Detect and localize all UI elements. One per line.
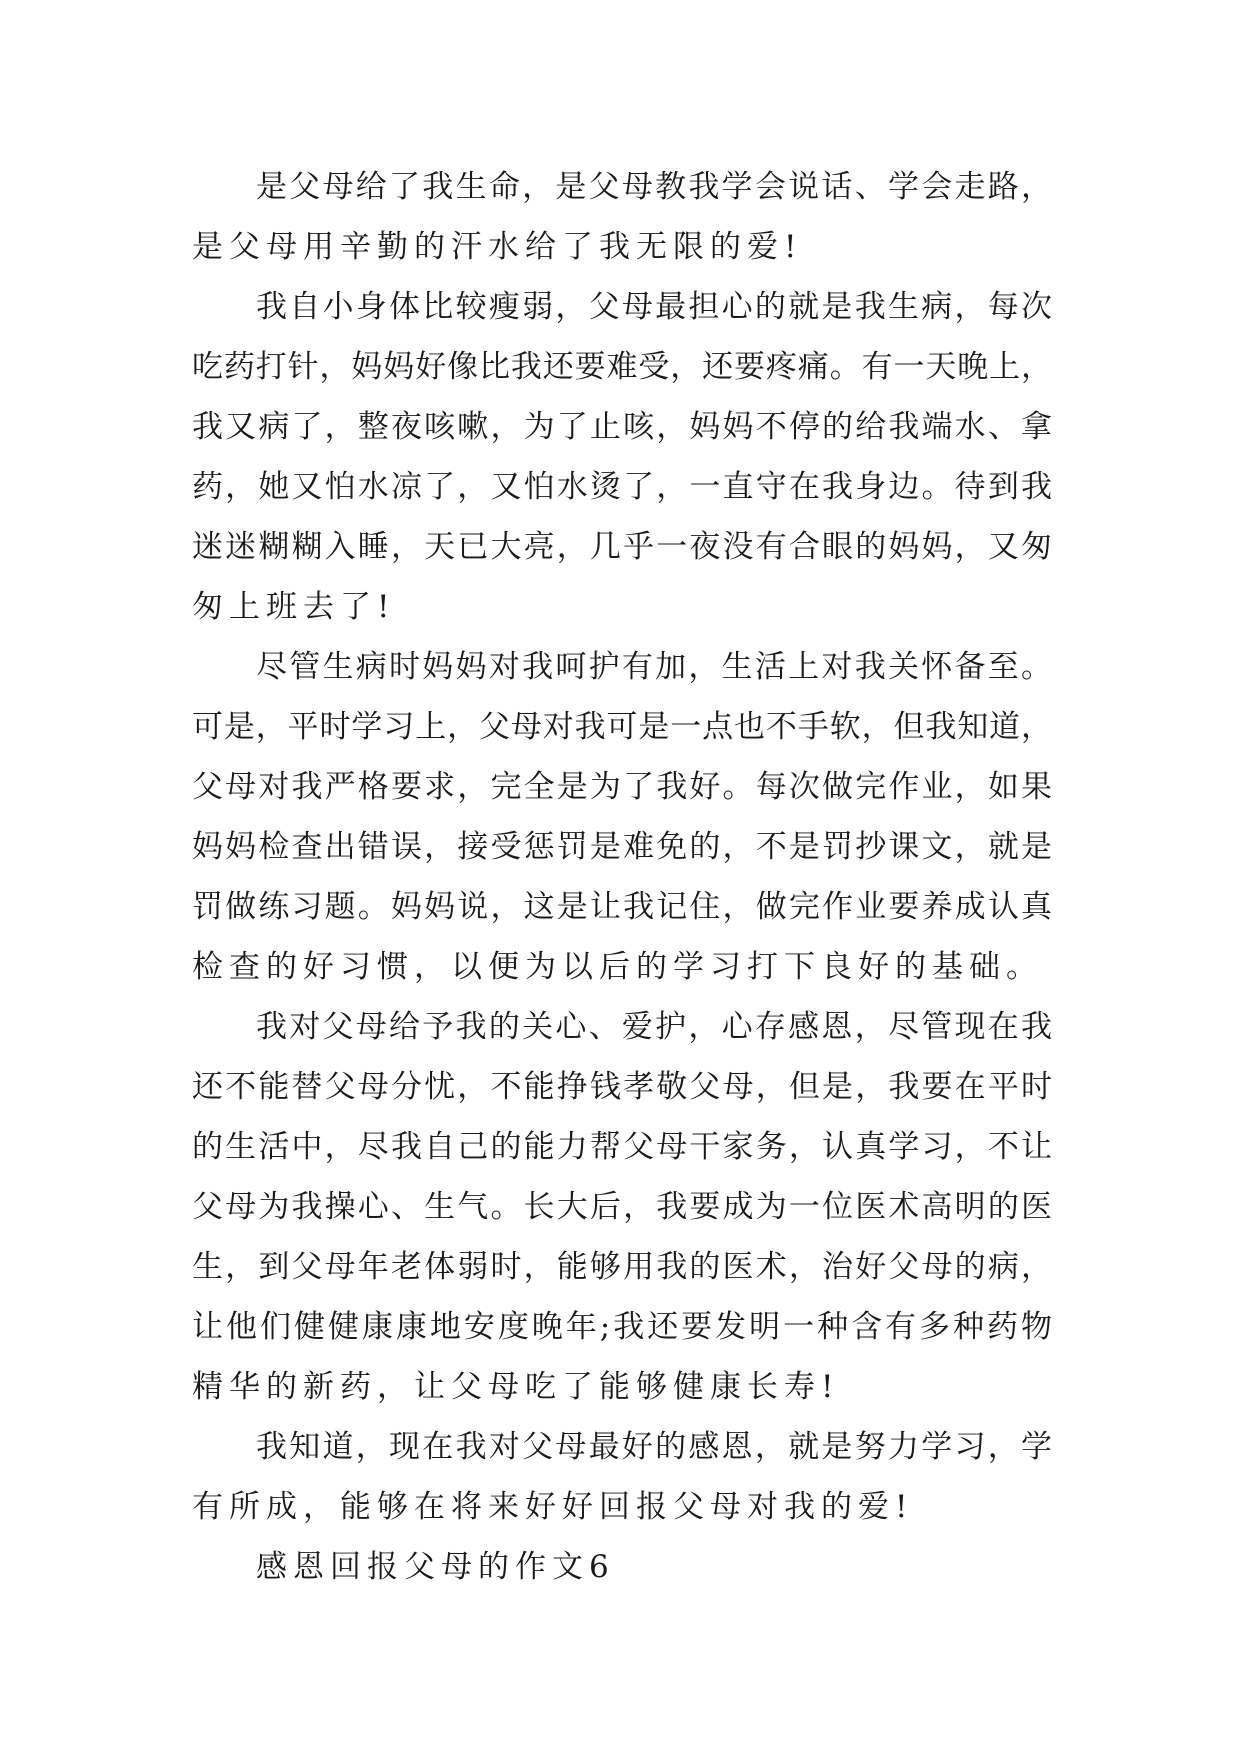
text-line: 尽管生病时妈妈对我呵护有加，生活上对我关怀备至。 (256, 649, 1052, 685)
section-heading: 感恩回报父母的作文6 (256, 1549, 615, 1585)
text-line: 精华的新药，让父母吃了能够健康长寿! (192, 1369, 840, 1405)
text-line: 罚做练习题。妈妈说，这是让我记住，做完作业要养成认真 (192, 889, 1052, 925)
text-line: 可是，平时学习上，父母对我可是一点也不手软，但我知道， (192, 709, 1052, 745)
text-line: 父母对我严格要求，完全是为了我好。每次做完作业，如果 (192, 769, 1052, 805)
text-line: 让他们健健康康地安度晚年;我还要发明一种含有多种药物 (192, 1309, 1052, 1345)
text-line: 我自小身体比较瘦弱，父母最担心的就是我生病，每次 (256, 289, 1052, 325)
text-line: 妈妈检查出错误，接受惩罚是难免的，不是罚抄课文，就是 (192, 829, 1052, 865)
text-line: 我又病了，整夜咳嗽，为了止咳，妈妈不停的给我端水、拿 (192, 409, 1052, 445)
text-line: 是父母给了我生命，是父母教我学会说话、学会走路， (256, 169, 1052, 205)
text-line: 有所成，能够在将来好好回报父母对我的爱! (192, 1489, 914, 1525)
text-line: 是父母用辛勤的汗水给了我无限的爱! (192, 229, 803, 265)
text-line: 迷迷糊糊入睡，天已大亮，几乎一夜没有合眼的妈妈，又匆 (192, 529, 1052, 565)
text-line: 我知道，现在我对父母最好的感恩，就是努力学习，学 (256, 1429, 1052, 1465)
text-line: 生，到父母年老体弱时，能够用我的医术，治好父母的病， (192, 1249, 1052, 1285)
text-line: 药，她又怕水凉了，又怕水烫了，一直守在我身边。待到我 (192, 469, 1052, 505)
text-line: 我对父母给予我的关心、爱护，心存感恩，尽管现在我 (256, 1009, 1052, 1045)
text-line: 匆上班去了! (192, 589, 396, 625)
text-line: 检查的好习惯，以便为以后的学习打下良好的基础。 (192, 949, 1043, 985)
text-line: 的生活中，尽我自己的能力帮父母干家务，认真学习，不让 (192, 1129, 1052, 1165)
text-line: 吃药打针，妈妈好像比我还要难受，还要疼痛。有一天晚上， (192, 349, 1052, 385)
text-line: 父母为我操心、生气。长大后，我要成为一位医术高明的医 (192, 1189, 1052, 1225)
text-line: 还不能替父母分忧，不能挣钱孝敬父母，但是，我要在平时 (192, 1069, 1052, 1105)
